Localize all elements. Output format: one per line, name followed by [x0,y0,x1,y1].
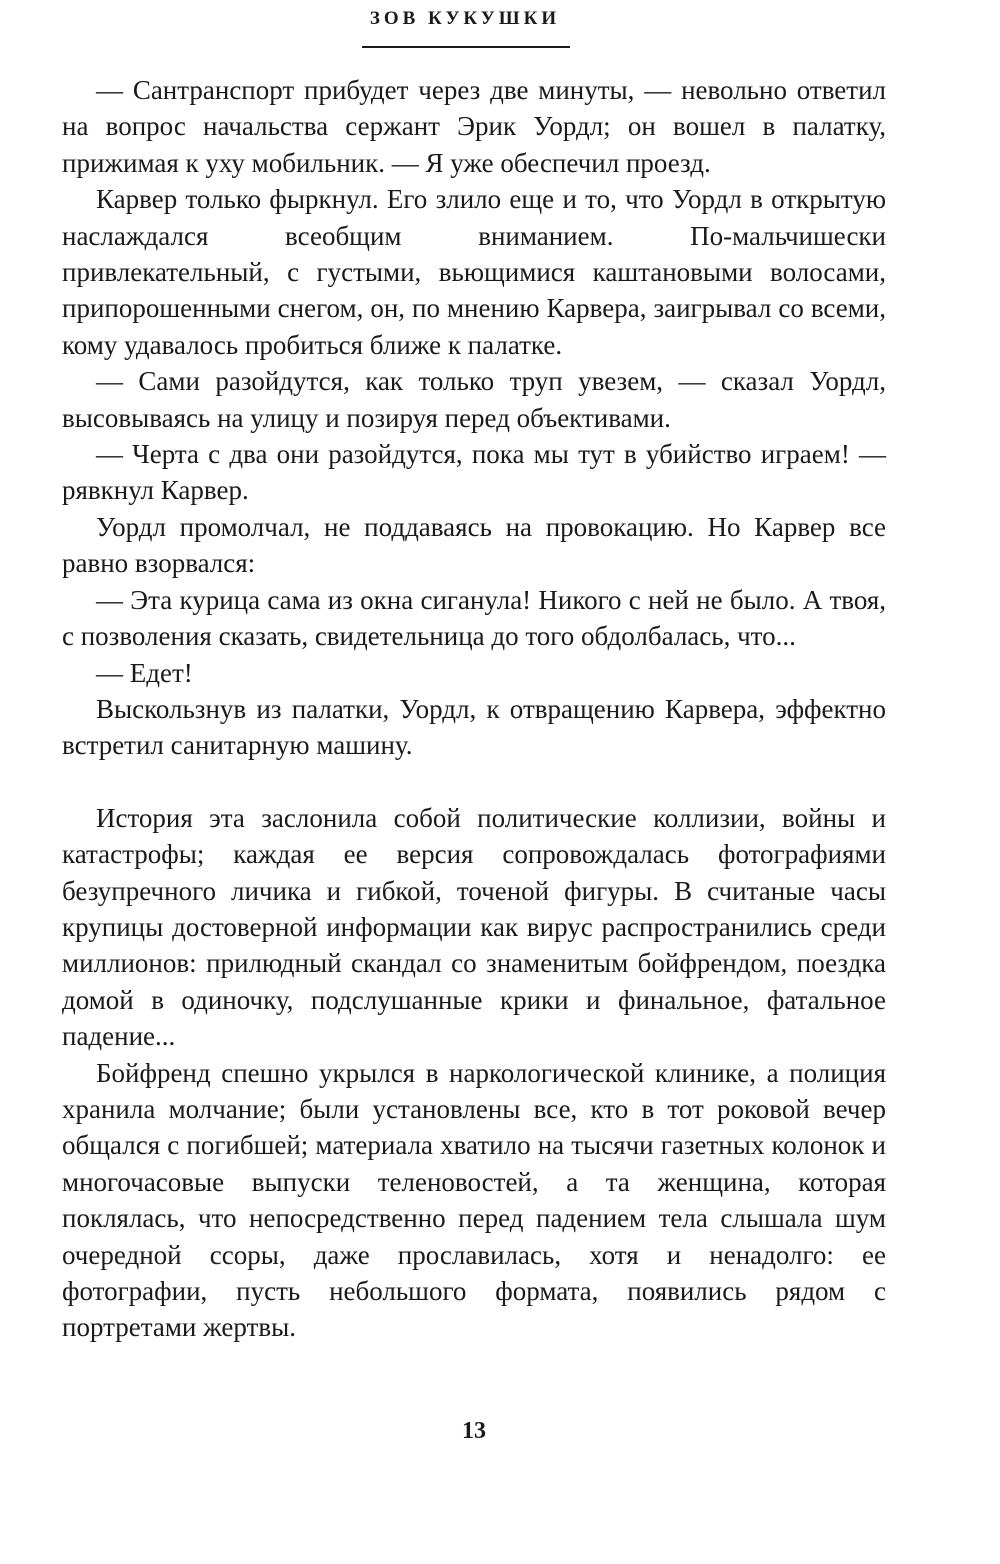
header-rule [362,46,570,48]
paragraph: Выскользнув из палатки, Уордл, к отвращению Карвера, эффектно встретил санитарную машину. [62,693,886,761]
section-break [62,764,886,800]
paragraph: — Черта с два они разойдутся, пока мы тут в убийство играем! — рявкнул Карвер. [62,439,886,506]
page-number: 13 [462,1418,486,1444]
body-text [62,72,886,1346]
paragraph: — Эта курица сама из окна сиганула! Никого с ней не было. А твоя, с позволения сказать, свидетельница до того обдолбалась, что... [62,584,886,652]
paragraph: Бойфренд спешно укрылся в наркологической клинике, а полиция хранила молчание; были установлены все, кто в тот роковой вечер общался с погибшей; материала хватило на тысячи газетных колонок и многочасовые выпуски теленовостей, а та женщина, которая поклялась, что непосредственно перед падением тела слышала шум очередной ссоры, даже прославилась, хотя и ненадолго: ее фотографии, пусть небольшого формата, появились рядом с портретами жертвы. [62,1057,886,1343]
paragraph: Карвер только фыркнул. Его злило еще и то, что Уордл в открытую наслаждался всеобщим вниманием. По-мальчишески привлекательный, с густыми, вьющимися каштановыми волосами, припорошенными снегом, он, по мнению Карвера, заигрывал со всеми, кому удавалось пробиться ближе к палатке. [62,184,886,360]
paragraph: — Сами разойдутся, как только труп увезем, — сказал Уордл, высовываясь на улицу и позируя перед объективами. [62,366,886,433]
paragraph: История эта заслонила собой политические коллизии, войны и катастрофы; каждая ее версия сопровождалась фотографиями безупречного личика и гибкой, точеной фигуры. В считаные часы крупицы достоверной информации как вирус распространились среди миллионов: прилюдный скандал со знаменитым бойфрендом, поездка домой в одиночку, подслушанные крики и финальное, фатальное падение... [62,802,886,1052]
paragraph: — Сантранспорт прибудет через две минуты, — невольно ответил на вопрос начальства сержант Эрик Уордл; он вошел в палатку, прижимая к уху мобильник. — Я уже обеспечил проезд. [62,75,886,178]
running-title: ЗОВ КУКУШКИ [369,8,561,29]
paragraph: Уордл промолчал, не поддаваясь на провокацию. Но Карвер все равно взорвался: [62,511,886,579]
paragraph: — Едет! [96,657,193,688]
